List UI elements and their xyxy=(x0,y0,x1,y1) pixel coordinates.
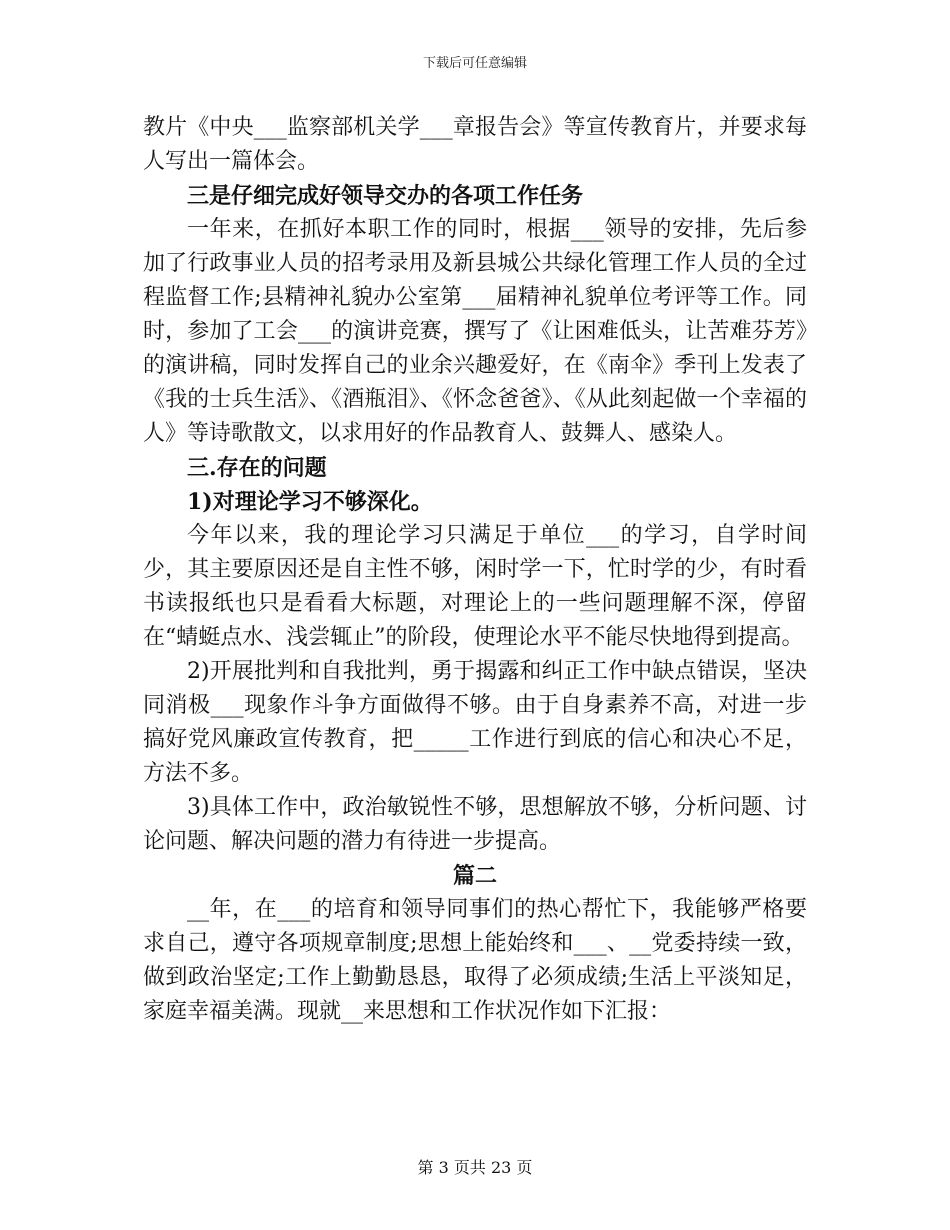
paragraph: 2)开展批判和自我批判，勇于揭露和纠正工作中缺点错误，坚决同消极___现象作斗争方面做得不够。由于自身素养不高，对进一步搞好党风廉政宣传教育，把_____工作进行到底的信心和决心不足，方法不多。 xyxy=(143,659,807,786)
document-body xyxy=(143,111,807,1029)
part-title: 篇二 xyxy=(452,863,497,889)
page-footer: 第 3 页共 23 页 xyxy=(417,1158,533,1177)
paragraph: __年，在___的培育和领导同事们的热心帮忙下，我能够严格要求自己，遵守各项规章制度;思想上能始终和___、__党委持续一致，做到政治坚定;工作上勤勤恳恳，取得了必须成绩;生活上平淡知足，家庭幸福美满。现就__来思想和工作状况作如下汇报： xyxy=(143,897,807,1024)
page-header: 下载后可任意编辑 xyxy=(422,56,527,71)
paragraph: 3)具体工作中，政治敏锐性不够，思想解放不够，分析问题、讨论问题、解决问题的潜力有待进一步提高。 xyxy=(143,795,807,854)
subsection-heading: 1)对理论学习不够深化。 xyxy=(187,489,433,515)
paragraph-continued: 教片《中央___监察部机关学___章报告会》等宣传教育片，并要求每人写出一篇体会。 xyxy=(143,115,807,174)
section-heading: 三是仔细完成好领导交办的各项工作任务 xyxy=(187,183,584,209)
section-heading: 三.存在的问题 xyxy=(187,455,327,481)
paragraph: 一年来，在抓好本职工作的同时，根据___领导的安排，先后参加了行政事业人员的招考录用及新县城公共绿化管理工作人员的全过程监督工作;县精神礼貌办公室第___届精神礼貌单位考评等工作。同时，参加了工会___的演讲竞赛，撰写了《让困难低头，让苦难芬芳》的演讲稿，同时发挥自己的业余兴趣爱好，在《南伞》季刊上发表了《我的士兵生活》、《酒瓶泪》、《怀念爸爸》、《从此刻起做一个幸福的人》等诗歌散文，以求用好的作品教育人、鼓舞人、感染人。 xyxy=(143,217,807,446)
paragraph: 今年以来，我的理论学习只满足于单位___的学习，自学时间少，其主要原因还是自主性不够，闲时学一下，忙时学的少，有时看书读报纸也只是看看大标题，对理论上的一些问题理解不深，停留在“蜻蜓点水、浅尝辄止”的阶段，使理论水平不能尽快地得到提高。 xyxy=(143,523,807,650)
